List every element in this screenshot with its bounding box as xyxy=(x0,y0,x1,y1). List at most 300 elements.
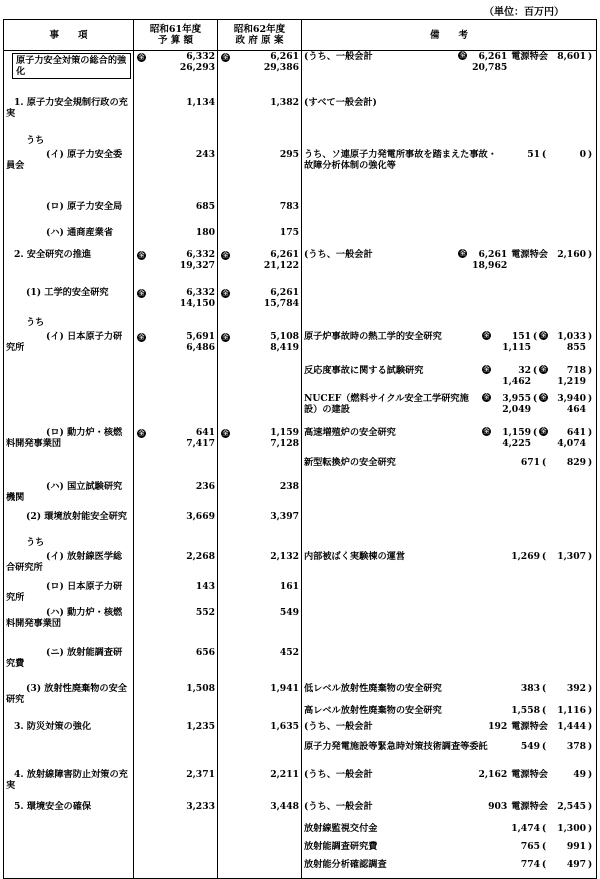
item-cell xyxy=(4,741,134,769)
note-value-2-main: 2,545 xyxy=(557,800,586,812)
note-open-paren: ( xyxy=(541,148,547,160)
note-value-1-main: 2,162 xyxy=(478,768,508,780)
note-text: NUCEF（燃料サイクル安全工学研究施設）の建設 xyxy=(304,392,469,415)
item-cell xyxy=(4,457,134,481)
note-value-2-sub: 4,074 xyxy=(557,437,586,449)
note-text: 高レベル放射性廃棄物の安全研究 xyxy=(304,704,442,716)
note-text: 低レベル放射性廃棄物の安全研究 xyxy=(304,682,442,694)
note-fund-label: 電源特会 xyxy=(511,720,548,732)
table-row xyxy=(4,841,597,859)
budget-1987-cell xyxy=(218,859,302,879)
note-value-1-main: 903 xyxy=(488,800,508,812)
total-mark-icon: 全 xyxy=(540,365,547,373)
budget-1986-cell xyxy=(134,287,218,317)
budget-1987-cell xyxy=(218,581,302,607)
note-value-1-sub: 4,225 xyxy=(502,437,531,449)
total-mark-icon: 全 xyxy=(483,365,490,373)
note-cell xyxy=(302,427,597,457)
note-cell xyxy=(302,769,597,801)
item-label: (イ) 原子力安全委員会 xyxy=(6,148,123,171)
budget-1986-cell xyxy=(134,427,218,457)
budget-1986-cell xyxy=(134,581,218,607)
note-line xyxy=(304,841,594,852)
item-label: うち xyxy=(26,316,45,328)
note-close-paren: ) xyxy=(587,51,593,62)
item-label: 5. 環境安全の確保 xyxy=(14,800,92,812)
item-label: (ハ) 通商産業省 xyxy=(46,226,114,238)
budget-value: 685 xyxy=(195,200,215,212)
table-row xyxy=(4,481,597,511)
budget-1986-cell xyxy=(134,135,218,149)
note-value-1-sub: 20,785 xyxy=(472,62,508,73)
budget-1986-cell xyxy=(134,227,218,249)
item-cell xyxy=(4,481,134,511)
budget-1986-cell xyxy=(134,647,218,683)
budget-1987-cell xyxy=(218,741,302,769)
note-cell xyxy=(302,331,597,365)
note-value-1-main: 151 xyxy=(511,330,531,342)
item-cell xyxy=(4,427,134,457)
budget-1987-cell xyxy=(218,317,302,331)
note-cell xyxy=(302,721,597,741)
note-close-paren: ) xyxy=(587,330,593,342)
note-text: (すべて一般会計) xyxy=(304,96,377,108)
note-value-2-main: 378 xyxy=(566,740,586,752)
note-line xyxy=(304,823,594,834)
note-line xyxy=(304,741,594,752)
note-value-1-sub: 1,462 xyxy=(502,375,531,387)
item-cell xyxy=(4,227,134,249)
table-row xyxy=(4,317,597,331)
item-label: (ニ) 放射能調査研究費 xyxy=(6,646,123,669)
budget-table xyxy=(3,19,597,879)
table-row xyxy=(4,427,597,457)
budget-subvalue: 21,122 xyxy=(263,259,299,271)
header-item: 事 項 xyxy=(4,20,134,51)
budget-value: 3,233 xyxy=(186,800,215,812)
note-cell xyxy=(302,741,597,769)
budget-value: 6,261 xyxy=(270,286,299,298)
note-cell xyxy=(302,149,597,201)
budget-1987-cell xyxy=(218,135,302,149)
budget-1986-cell xyxy=(134,331,218,365)
note-fund-label: 電源特会 xyxy=(511,800,548,812)
note-text: (うち、一般会計 xyxy=(304,248,373,260)
table-row xyxy=(4,457,597,481)
note-value-2 xyxy=(548,823,586,834)
total-mark-icon: 全 xyxy=(222,54,229,61)
note-value-2-main: 497 xyxy=(566,858,586,870)
note-value-2 xyxy=(548,51,586,62)
header-budget-1987 xyxy=(218,20,302,51)
note-close-paren: ) xyxy=(587,364,593,376)
note-open-paren: ( xyxy=(541,550,547,562)
budget-1987-cell xyxy=(218,607,302,647)
item-cell xyxy=(4,607,134,647)
note-cell xyxy=(302,481,597,511)
note-cell xyxy=(302,607,597,647)
budget-subvalue: 15,784 xyxy=(263,297,299,309)
note-value-2 xyxy=(548,249,586,260)
budget-value: 1,941 xyxy=(270,682,299,694)
budget-value: 6,332 xyxy=(186,248,215,260)
note-value-2-main: 1,300 xyxy=(557,822,586,834)
table-row xyxy=(4,287,597,317)
note-value-2-main: 829 xyxy=(566,456,586,468)
table-row xyxy=(4,705,597,721)
note-cell xyxy=(302,551,597,581)
note-open-paren: ( xyxy=(541,858,547,870)
note-line xyxy=(304,331,594,353)
budget-1987-cell xyxy=(218,51,302,97)
note-close-paren: ) xyxy=(587,800,593,812)
unit-label: （単位：百万円） xyxy=(484,7,564,18)
note-line xyxy=(304,249,594,271)
budget-value: 2,132 xyxy=(270,550,299,562)
note-value-1 xyxy=(500,457,540,468)
note-value-2 xyxy=(548,457,586,468)
budget-value: 5,691 xyxy=(186,330,215,342)
table-row xyxy=(4,331,597,365)
budget-1987-cell xyxy=(218,331,302,365)
note-close-paren: ) xyxy=(587,248,593,260)
budget-value: 3,669 xyxy=(186,510,215,522)
note-value-2-main: 718 xyxy=(566,364,586,376)
item-label: (ロ) 動力炉・核燃料開発事業団 xyxy=(6,426,123,449)
note-value-1-main: 774 xyxy=(520,858,540,870)
item-cell xyxy=(4,581,134,607)
note-value-2 xyxy=(548,683,586,694)
budget-1986-cell xyxy=(134,393,218,427)
budget-subvalue: 14,150 xyxy=(179,297,215,309)
budget-1987-cell xyxy=(218,801,302,823)
note-cell xyxy=(302,97,597,135)
total-mark-icon: 全 xyxy=(138,251,145,259)
total-mark-icon: 全 xyxy=(222,251,229,259)
note-value-2-sub: 1,219 xyxy=(557,375,586,387)
item-cell xyxy=(4,287,134,317)
note-line xyxy=(304,51,594,73)
note-close-paren: ) xyxy=(587,392,593,404)
note-value-1-sub: 2,049 xyxy=(502,403,531,415)
note-value-2 xyxy=(548,769,586,780)
total-mark-icon: 全 xyxy=(222,333,229,341)
header-budget-1986-line1: 昭和61年度 xyxy=(149,24,202,35)
note-text: うち、ソ連原子力発電所事故を踏まえた事故・故障分析体制の強化等 xyxy=(304,148,497,171)
note-value-1 xyxy=(500,551,540,562)
budget-subvalue: 26,293 xyxy=(179,62,215,73)
budget-value: 6,332 xyxy=(186,286,215,298)
item-cell xyxy=(4,683,134,705)
item-label: 原子力安全対策の総合的強化 xyxy=(12,53,131,79)
table-row xyxy=(4,51,597,97)
budget-1987-cell xyxy=(218,201,302,227)
total-mark-icon: 全 xyxy=(138,54,145,61)
header-budget-1986 xyxy=(134,20,218,51)
note-value-1-main: 3,955 xyxy=(502,392,531,404)
budget-1986-cell xyxy=(134,741,218,769)
budget-1986-cell xyxy=(134,769,218,801)
note-close-paren: ) xyxy=(587,704,593,716)
budget-1986-cell xyxy=(134,365,218,393)
item-label: 1. 原子力安全規制行政の充実 xyxy=(6,96,128,119)
budget-value: 3,397 xyxy=(270,510,299,522)
note-value-2-main: 3,940 xyxy=(557,392,586,404)
note-value-1-main: 671 xyxy=(520,456,540,468)
note-value-1 xyxy=(500,705,540,716)
note-open-paren: ( xyxy=(541,682,547,694)
note-cell xyxy=(302,201,597,227)
note-value-2 xyxy=(548,393,586,415)
budget-1987-cell xyxy=(218,227,302,249)
note-value-2-main: 2,160 xyxy=(557,248,586,260)
note-value-1 xyxy=(500,683,540,694)
budget-value: 6,261 xyxy=(270,248,299,260)
total-mark-icon: 全 xyxy=(483,427,490,435)
budget-value: 175 xyxy=(279,226,299,238)
note-line xyxy=(304,801,594,812)
budget-1986-cell xyxy=(134,51,218,97)
note-cell xyxy=(302,859,597,879)
total-mark-icon: 全 xyxy=(138,289,145,297)
table-row xyxy=(4,823,597,841)
budget-1987-cell xyxy=(218,365,302,393)
note-cell xyxy=(302,683,597,705)
item-label: 2. 安全研究の推進 xyxy=(14,248,92,260)
note-close-paren: ) xyxy=(587,822,593,834)
note-value-1 xyxy=(467,51,507,73)
note-value-1-main: 1,159 xyxy=(502,426,531,438)
note-cell xyxy=(302,841,597,859)
budget-1986-cell xyxy=(134,823,218,841)
item-label: (ロ) 原子力安全局 xyxy=(46,200,123,212)
table-row xyxy=(4,801,597,823)
budget-1987-cell xyxy=(218,647,302,683)
budget-1987-cell xyxy=(218,287,302,317)
budget-1986-cell xyxy=(134,149,218,201)
budget-value: 3,448 xyxy=(270,800,299,812)
note-cell xyxy=(302,801,597,823)
table-row xyxy=(4,511,597,537)
note-text: 高速増殖炉の安全研究 xyxy=(304,426,396,438)
budget-1987-cell xyxy=(218,537,302,551)
item-cell xyxy=(4,705,134,721)
note-close-paren: ) xyxy=(587,720,593,732)
note-line xyxy=(304,393,594,415)
note-open-paren: ( xyxy=(541,704,547,716)
item-cell xyxy=(4,201,134,227)
note-cell xyxy=(302,317,597,331)
note-value-2 xyxy=(548,149,586,160)
note-open-paren: ( xyxy=(541,456,547,468)
total-mark-icon: 全 xyxy=(483,393,490,401)
note-value-1 xyxy=(491,427,531,449)
item-label: (イ) 日本原子力研究所 xyxy=(6,330,123,353)
note-text: (うち、一般会計 xyxy=(304,768,373,780)
budget-1986-cell xyxy=(134,249,218,287)
note-value-1 xyxy=(500,823,540,834)
budget-value: 783 xyxy=(279,200,299,212)
budget-1986-cell xyxy=(134,683,218,705)
table-row xyxy=(4,647,597,683)
note-close-paren: ) xyxy=(587,858,593,870)
budget-1986-cell xyxy=(134,537,218,551)
note-cell xyxy=(302,365,597,393)
header-notes: 備 考 xyxy=(302,20,597,51)
header-budget-1987-line2: 政 府 原 案 xyxy=(235,35,284,46)
budget-value: 656 xyxy=(195,646,215,658)
item-cell xyxy=(4,721,134,741)
note-open-paren: ( xyxy=(541,840,547,852)
total-mark-icon: 全 xyxy=(222,289,229,297)
note-value-2-main: 1,307 xyxy=(557,550,586,562)
note-line xyxy=(304,427,594,449)
budget-value: 238 xyxy=(279,480,299,492)
budget-value: 295 xyxy=(279,148,299,160)
item-cell xyxy=(4,859,134,879)
table-row xyxy=(4,149,597,201)
budget-1987-cell xyxy=(218,841,302,859)
budget-1987-cell xyxy=(218,393,302,427)
item-label: 3. 防災対策の強化 xyxy=(14,720,92,732)
budget-1987-cell xyxy=(218,249,302,287)
table-row xyxy=(4,859,597,879)
note-value-1 xyxy=(467,721,507,732)
budget-value: 1,508 xyxy=(186,682,215,694)
table-row xyxy=(4,201,597,227)
note-cell xyxy=(302,249,597,287)
budget-subvalue: 19,327 xyxy=(179,259,215,271)
table-row xyxy=(4,683,597,705)
note-value-1-main: 765 xyxy=(520,840,540,852)
note-value-2 xyxy=(548,331,586,353)
budget-1986-cell xyxy=(134,457,218,481)
budget-value: 6,261 xyxy=(270,51,299,62)
budget-value: 552 xyxy=(195,606,215,618)
note-text: 内部被ばく実験棟の運営 xyxy=(304,550,406,562)
item-label: うち xyxy=(26,134,45,146)
total-mark-icon: 全 xyxy=(540,331,547,339)
budget-value: 143 xyxy=(195,580,215,592)
item-cell xyxy=(4,769,134,801)
note-text: 原子力発電施設等緊急時対策技術調査等委託 xyxy=(304,740,488,752)
note-value-2-sub: 855 xyxy=(566,341,586,353)
table-row xyxy=(4,249,597,287)
budget-1987-cell xyxy=(218,721,302,741)
note-line xyxy=(304,683,594,694)
item-cell xyxy=(4,317,134,331)
item-label: (イ) 放射線医学総合研究所 xyxy=(6,550,123,573)
note-value-1-main: 549 xyxy=(520,740,540,752)
table-row xyxy=(4,769,597,801)
total-mark-icon: 全 xyxy=(459,249,466,257)
note-text: 放射線監視交付金 xyxy=(304,822,378,834)
note-value-1-sub: 18,962 xyxy=(472,259,508,271)
budget-value: 2,211 xyxy=(270,768,299,780)
budget-1987-cell xyxy=(218,481,302,511)
note-line xyxy=(304,551,594,562)
budget-1986-cell xyxy=(134,705,218,721)
note-value-1-sub: 1,115 xyxy=(502,341,531,353)
item-label: うち xyxy=(26,536,45,548)
note-text: 原子炉事故時の熱工学的安全研究 xyxy=(304,330,442,342)
note-cell xyxy=(302,581,597,607)
item-cell xyxy=(4,97,134,135)
budget-1986-cell xyxy=(134,511,218,537)
table-row xyxy=(4,393,597,427)
note-value-2 xyxy=(548,859,586,870)
item-label: 4. 放射線障害防止対策の充実 xyxy=(6,768,128,791)
note-value-2 xyxy=(548,841,586,852)
note-value-2 xyxy=(548,801,586,812)
item-cell xyxy=(4,135,134,149)
note-value-1 xyxy=(500,859,540,870)
item-label: (ロ) 日本原子力研究所 xyxy=(6,580,123,603)
table-row xyxy=(4,537,597,551)
note-fund-label: 電源特会 xyxy=(511,248,548,260)
item-cell xyxy=(4,537,134,551)
note-value-2-main: 49 xyxy=(573,768,586,780)
note-text: 放射能分析確認調査 xyxy=(304,858,387,870)
note-line xyxy=(304,457,594,468)
note-line xyxy=(304,149,594,171)
note-close-paren: ) xyxy=(587,550,593,562)
note-line xyxy=(304,365,594,387)
note-cell xyxy=(302,537,597,551)
item-cell xyxy=(4,51,134,97)
note-value-2 xyxy=(548,427,586,449)
budget-1986-cell xyxy=(134,481,218,511)
item-cell xyxy=(4,647,134,683)
budget-value: 1,235 xyxy=(186,720,215,732)
budget-1986-cell xyxy=(134,551,218,581)
note-value-2-main: 641 xyxy=(566,426,586,438)
table-row xyxy=(4,607,597,647)
note-open-paren: ( xyxy=(532,364,538,376)
note-text: 新型転換炉の安全研究 xyxy=(304,456,396,468)
budget-1986-cell xyxy=(134,801,218,823)
note-line xyxy=(304,721,594,732)
budget-value: 2,268 xyxy=(186,550,215,562)
item-label: (ハ) 動力炉・核燃料開発事業団 xyxy=(6,606,123,629)
item-cell xyxy=(4,801,134,823)
budget-1987-cell xyxy=(218,457,302,481)
note-value-2 xyxy=(548,705,586,716)
budget-value: 180 xyxy=(195,226,215,238)
header-budget-1987-line1: 昭和62年度 xyxy=(233,24,286,35)
note-value-2 xyxy=(548,721,586,732)
budget-1986-cell xyxy=(134,317,218,331)
note-value-2-main: 991 xyxy=(566,840,586,852)
note-value-1-main: 1,558 xyxy=(511,704,540,716)
note-value-2 xyxy=(548,741,586,752)
note-text: 放射能調査研究費 xyxy=(304,840,378,852)
note-text: (うち、一般会計 xyxy=(304,51,373,62)
note-value-2 xyxy=(548,365,586,387)
budget-subvalue: 6,486 xyxy=(186,341,215,353)
total-mark-icon: 全 xyxy=(540,427,547,435)
note-cell xyxy=(302,457,597,481)
note-value-1-main: 51 xyxy=(527,148,540,160)
budget-1987-cell xyxy=(218,769,302,801)
total-mark-icon: 全 xyxy=(540,393,547,401)
note-value-1-main: 1,269 xyxy=(511,550,540,562)
table-row xyxy=(4,581,597,607)
note-text: 反応度事故に関する試験研究 xyxy=(304,364,424,376)
note-cell xyxy=(302,51,597,97)
note-cell xyxy=(302,287,597,317)
table-row xyxy=(4,227,597,249)
